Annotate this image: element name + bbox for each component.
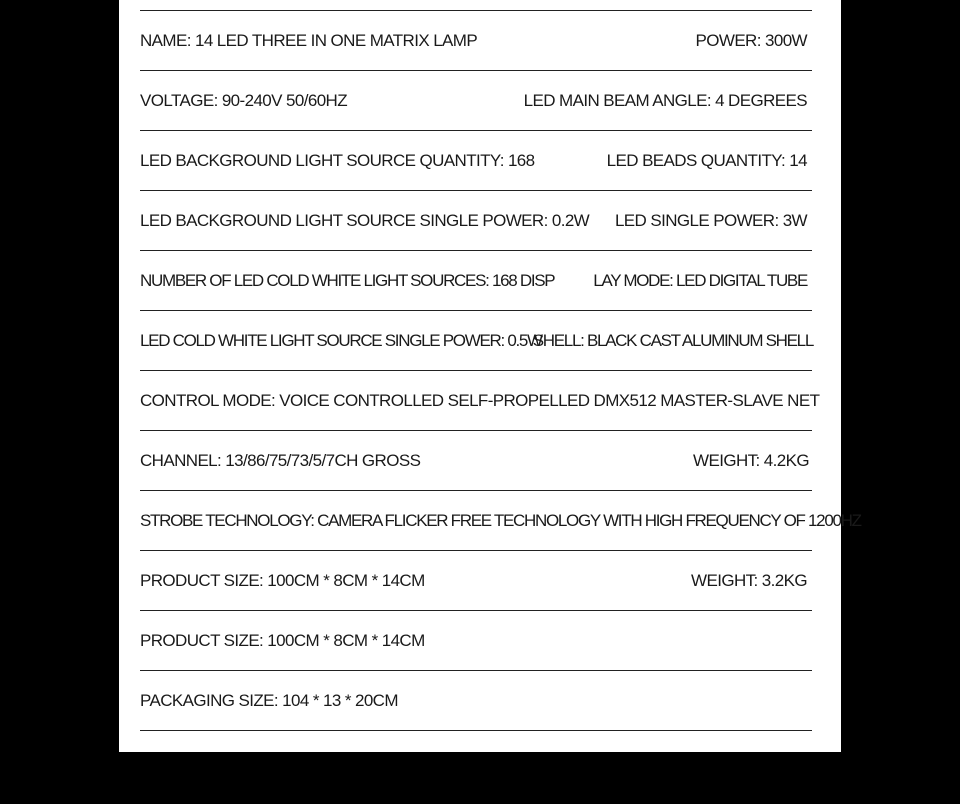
spec-row-channel xyxy=(140,431,812,491)
spec-row-voltage xyxy=(140,71,812,131)
spec-background-power-label: LED BACKGROUND LIGHT SOURCE SINGLE POWER: 0.2W xyxy=(140,211,590,230)
spec-row-product-size xyxy=(140,551,812,611)
spec-cold-white-count-label: NUMBER OF LED COLD WHITE LIGHT SOURCES: 168 DISP xyxy=(140,271,555,290)
spec-name-label: NAME: 14 LED THREE IN ONE MATRIX LAMP xyxy=(140,31,478,50)
spec-product-size-repeat-label: PRODUCT SIZE: 100CM * 8CM * 14CM xyxy=(140,631,425,650)
spec-row-cold-white-power xyxy=(140,311,812,371)
spec-control-mode-label: CONTROL MODE: VOICE CONTROLLED SELF-PROPELLED DMX512 MASTER-SLAVE NET xyxy=(140,391,820,410)
spec-background-quantity-label: LED BACKGROUND LIGHT SOURCE QUANTITY: 168 xyxy=(140,151,535,170)
spec-sheet xyxy=(119,0,861,752)
spec-row-background-quantity xyxy=(140,131,812,191)
spec-row-packaging-size xyxy=(140,671,812,731)
spec-product-size-label: PRODUCT SIZE: 100CM * 8CM * 14CM xyxy=(140,571,425,590)
spec-row-cold-white-count xyxy=(140,251,812,311)
spec-beads-quantity-label: LED BEADS QUANTITY: 14 xyxy=(606,151,807,170)
spec-voltage-label: VOLTAGE: 90-240V 50/60HZ xyxy=(140,91,348,110)
spec-row-control-mode xyxy=(140,371,820,431)
spec-packaging-size-label: PACKAGING SIZE: 104 * 13 * 20CM xyxy=(140,691,398,710)
spec-display-mode-label: LAY MODE: LED DIGITAL TUBE xyxy=(593,271,807,290)
spec-gross-weight-label: WEIGHT: 4.2KG xyxy=(693,451,809,470)
spec-shell-label: SHELL: BLACK CAST ALUMINUM SHELL xyxy=(532,331,813,350)
spec-row-strobe xyxy=(140,491,861,551)
spec-row-background-power xyxy=(140,191,812,251)
spec-single-power-label: LED SINGLE POWER: 3W xyxy=(614,211,807,230)
spec-row-product-size-repeat xyxy=(140,611,812,671)
spec-channel-label: CHANNEL: 13/86/75/73/5/7CH GROSS xyxy=(140,451,421,470)
spec-net-weight-label: WEIGHT: 3.2KG xyxy=(691,571,807,590)
spec-power-label: POWER: 300W xyxy=(695,31,807,50)
spec-strobe-label: STROBE TECHNOLOGY: CAMERA FLICKER FREE TECHNOLOGY WITH HIGH FREQUENCY OF 1200HZ xyxy=(140,511,861,530)
spec-row-name xyxy=(140,11,812,71)
spec-beam-angle-label: LED MAIN BEAM ANGLE: 4 DEGREES xyxy=(523,91,807,110)
spec-cold-white-power-label: LED COLD WHITE LIGHT SOURCE SINGLE POWER: 0.5W xyxy=(140,331,542,350)
